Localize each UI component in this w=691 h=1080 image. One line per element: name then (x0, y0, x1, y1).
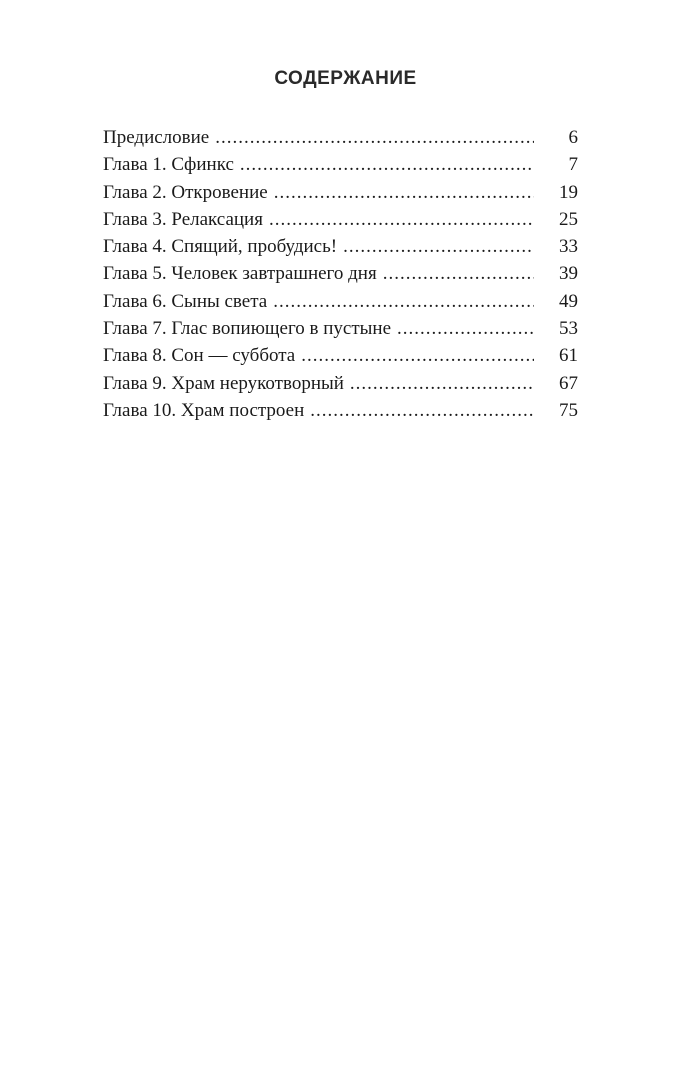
toc-entry (103, 179, 578, 206)
toc-leader-dots (240, 151, 534, 178)
toc-entry (103, 288, 578, 315)
toc-entry-label: Глава 5. Человек завтрашнего дня (103, 263, 377, 285)
toc-entry-label: Глава 3. Релаксация (103, 208, 263, 230)
toc-entry (103, 342, 578, 369)
toc-entry-page: 53 (559, 318, 578, 340)
toc-entry-page: 75 (559, 399, 578, 421)
toc-entry-label: Глава 9. Храм нерукотворный (103, 372, 344, 394)
toc-entry (103, 370, 578, 397)
toc-leader-dots (269, 206, 534, 233)
toc-entry-label: Глава 8. Сон — суббота (103, 345, 296, 367)
toc-leader-dots (215, 124, 534, 151)
toc-entry-label: Глава 4. Спящий, пробудись! (103, 236, 338, 258)
toc-entry (103, 124, 578, 151)
toc-entry-label: Глава 1. Сфинкс (103, 154, 234, 176)
toc-entry-page: 19 (559, 181, 578, 203)
toc-leader-dots (397, 315, 534, 342)
toc-leader-dots (343, 233, 534, 260)
toc-leader-dots (350, 370, 534, 397)
toc-entry-page: 25 (559, 208, 578, 230)
toc-entry-label: Глава 6. Сыны света (103, 290, 268, 312)
toc-entry-page: 67 (559, 372, 578, 394)
toc-entry (103, 151, 578, 178)
toc-entry (103, 206, 578, 233)
toc-entry-page: 6 (568, 127, 578, 148)
toc-entry (103, 315, 578, 342)
toc-leader-dots (383, 260, 534, 287)
toc-entry-page: 49 (559, 290, 578, 312)
toc-entry-page: 61 (559, 345, 578, 367)
toc-entry (103, 397, 578, 424)
page-title: СОДЕРЖАНИЕ (274, 68, 417, 89)
toc-entry-label: Предисловие (103, 127, 210, 148)
toc-entry-label: Глава 10. Храм построен (103, 399, 305, 421)
toc-entry-label: Глава 2. Откровение (103, 181, 268, 203)
toc-entry (103, 260, 578, 287)
toc-leader-dots (273, 288, 534, 315)
toc-entry-page: 33 (559, 236, 578, 258)
table-of-contents (103, 124, 578, 424)
toc-entry-page: 7 (568, 154, 578, 176)
toc-entry-label: Глава 7. Глас вопиющего в пустыне (103, 318, 392, 340)
toc-leader-dots (301, 342, 534, 369)
toc-entry-page: 39 (559, 263, 578, 285)
toc-leader-dots (310, 397, 534, 424)
toc-entry (103, 233, 578, 260)
toc-leader-dots (274, 179, 534, 206)
